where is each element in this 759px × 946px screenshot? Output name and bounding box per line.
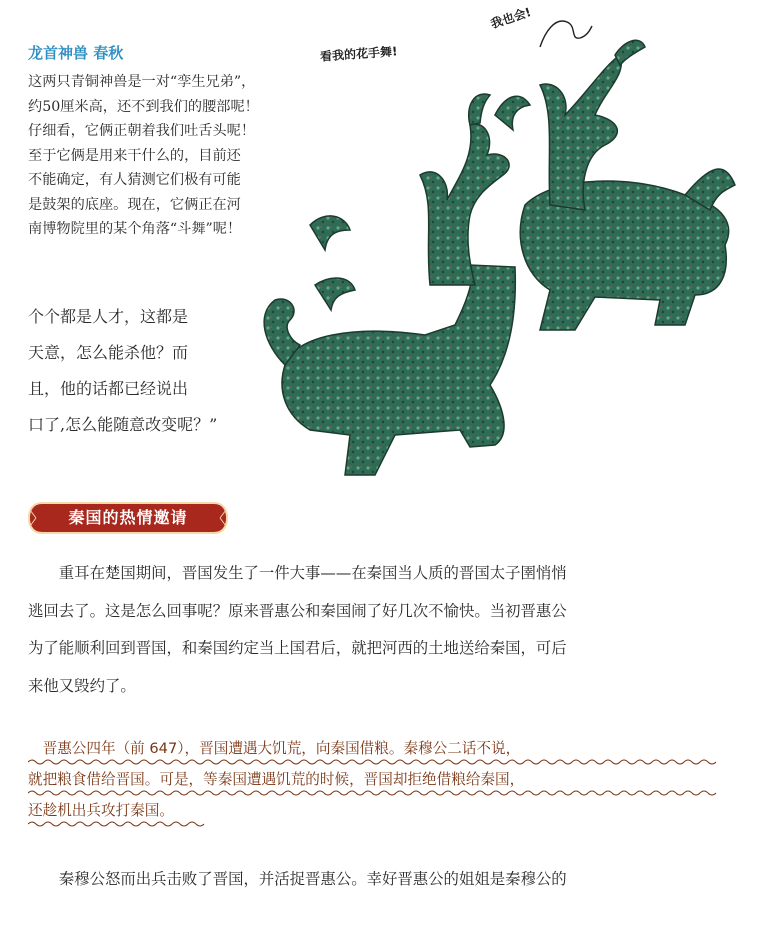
wavy-underline-icon (28, 820, 208, 828)
speech-bubble-front: 看我的花手舞! (319, 44, 398, 64)
quote-line: 天意，怎么能杀他？而 (28, 343, 189, 362)
handnote-line: 还趁机出兵攻打秦国。 (28, 802, 174, 819)
caption-line: 至于它俩是用来干什么的，目前还 (28, 147, 241, 164)
paragraph-line: 重耳在楚国期间，晋国发生了一件大事——在秦国当人质的晋国太子圉悄悄 (28, 564, 567, 582)
handnote-line: 晋惠公四年（前 647），晋国遭遇大饥荒，向秦国借粮。秦穆公二话不说， (28, 740, 521, 757)
speech-bubble-back: 我也会! (489, 4, 533, 32)
paragraph-line: 逃回去了。这是怎么回事呢？原来晋惠公和秦国闹了好几次不愉快。当初晋惠公 (28, 601, 567, 620)
handwritten-note (28, 733, 733, 826)
caption-line: 这两只青铜神兽是一对“孪生兄弟”， (28, 74, 256, 90)
wavy-underline-icon (28, 789, 718, 797)
caption-line: 仔细看，它俩正朝着我们吐舌头呢！ (28, 123, 256, 139)
bronze-dragon-beasts-image (255, 35, 755, 505)
section-heading (28, 502, 228, 534)
caption-line: 是鼓架的底座。现在，它俩正在河 (28, 196, 241, 213)
caption-line: 约50厘米高，还不到我们的腰部呢！ (28, 98, 259, 115)
squiggle-arrow-icon (535, 12, 595, 57)
caption-line: 不能确定，有人猜测它们极有可能 (28, 172, 241, 188)
wavy-underline-icon (28, 758, 718, 766)
caption-title: 龙首神兽 春秋 (28, 44, 124, 62)
body-paragraph-2 (28, 861, 733, 899)
caption-line: 南博物院里的某个角落“斗舞”呢！ (28, 221, 242, 237)
paragraph-line: 来他又毁约了。 (28, 676, 136, 695)
section-heading-label: 秦国的热情邀请 (68, 508, 188, 527)
quote-line: 且，他的话都已经说出 (28, 379, 189, 398)
quote-line: 口了,怎么能随意改变呢？” (28, 415, 218, 434)
body-paragraph-1 (28, 555, 733, 705)
paragraph-line: 秦穆公怒而出兵击败了晋国，并活捉晋惠公。幸好晋惠公的姐姐是秦穆公的 (28, 870, 567, 888)
quote-text (28, 299, 258, 443)
handnote-line: 就把粮食借给晋国。可是，等秦国遭遇饥荒的时候，晋国却拒绝借粮给秦国， (28, 771, 525, 788)
quote-line: 个个都是人才，这都是 (28, 307, 189, 326)
paragraph-line: 为了能顺利回到晋国，和秦国约定当上国君后，就把河西的土地送给秦国，可后 (28, 639, 567, 657)
